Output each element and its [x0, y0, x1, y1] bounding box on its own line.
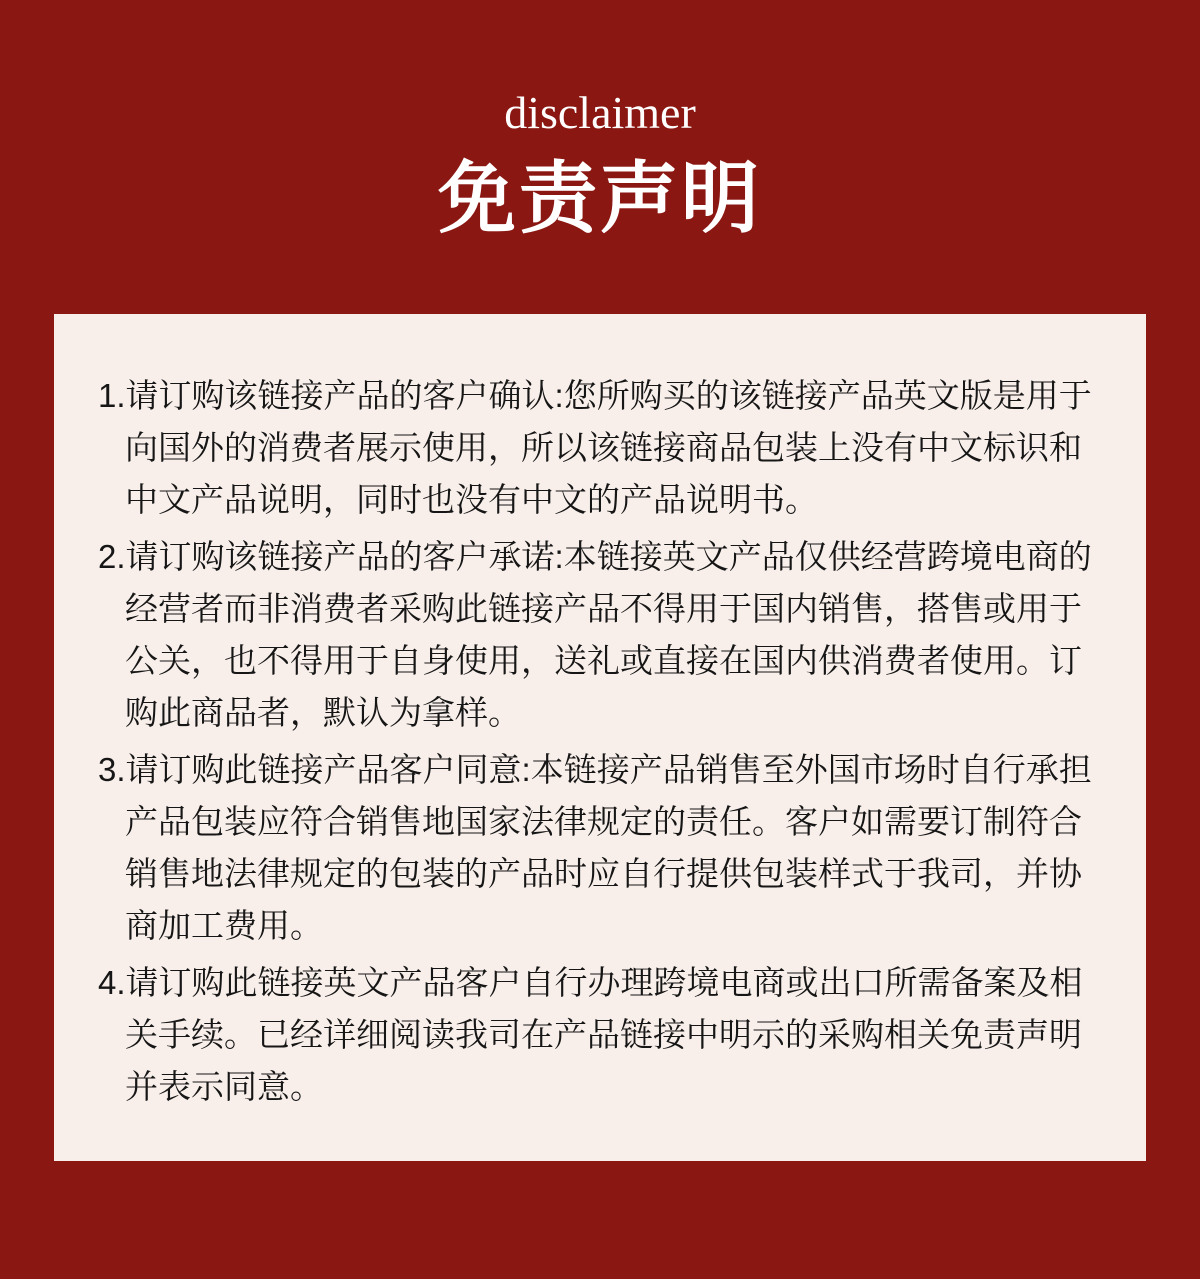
- disclaimer-line: 销售地法律规定的包装的产品时应自行提供包装样式于我司，并协: [125, 855, 1082, 892]
- disclaimer-item-3: [98, 744, 1106, 952]
- disclaimer-line: 商加工费用。: [125, 907, 323, 944]
- item-text: 请订购此链接产品客户同意:本链接产品销售至外国市场时自行承担: [125, 751, 1092, 788]
- disclaimer-line: 向国外的消费者展示使用，所以该链接商品包装上没有中文标识和: [125, 429, 1082, 466]
- page-title: 免责声明: [437, 154, 762, 242]
- disclaimer-line: 中文产品说明，同时也没有中文的产品说明书。: [125, 481, 818, 518]
- item-number: 3.: [98, 751, 126, 788]
- disclaimer-line: 购此商品者，默认为拿样。: [125, 694, 521, 731]
- disclaimer-item-4: [98, 957, 1106, 1113]
- item-text: 请订购该链接产品的客户确认:您所购买的该链接产品英文版是用于: [125, 377, 1092, 414]
- disclaimer-item-1: [98, 370, 1106, 526]
- disclaimer-line: 公关，也不得用于自身使用，送礼或直接在国内供消费者使用。订: [125, 642, 1082, 679]
- subtitle-english: disclaimer: [504, 87, 696, 138]
- disclaimer-line: 关手续。已经详细阅读我司在产品链接中明示的采购相关免责声明: [125, 1016, 1082, 1053]
- disclaimer-line: 产品包装应符合销售地国家法律规定的责任。客户如需要订制符合: [125, 803, 1082, 840]
- disclaimer-line: [98, 531, 1106, 583]
- disclaimer-line: 经营者而非消费者采购此链接产品不得用于国内销售，搭售或用于: [125, 590, 1082, 627]
- disclaimer-line: [98, 744, 1106, 796]
- disclaimer-panel: [54, 314, 1146, 1161]
- disclaimer-line: [98, 370, 1106, 422]
- item-text: 请订购该链接产品的客户承诺:本链接英文产品仅供经营跨境电商的: [125, 538, 1092, 575]
- disclaimer-line: 并表示同意。: [125, 1068, 323, 1105]
- item-number: 4.: [98, 964, 126, 1001]
- item-number: 1.: [98, 377, 126, 414]
- disclaimer-line: [98, 957, 1106, 1009]
- item-number: 2.: [98, 538, 126, 575]
- item-text: 请订购此链接英文产品客户自行办理跨境电商或出口所需备案及相: [125, 964, 1083, 1001]
- disclaimer-item-2: [98, 531, 1106, 739]
